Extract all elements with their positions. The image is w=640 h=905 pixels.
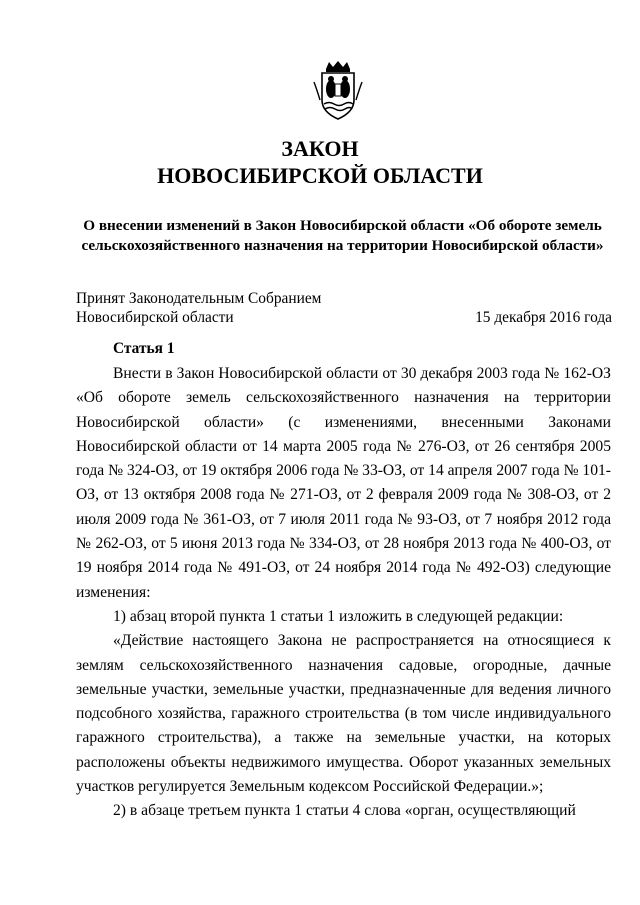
article-heading: Статья 1	[113, 340, 175, 357]
novosibirsk-coat-of-arms-icon	[312, 60, 364, 122]
law-subject-line1: О внесении изменений в Закон Новосибирской области «Об обороте земель	[83, 217, 602, 234]
law-title-line1: ЗАКОН	[281, 136, 359, 161]
adoption-line2: Новосибирской области	[76, 309, 234, 326]
law-title-line2: НОВОСИБИРСКОЙ ОБЛАСТИ	[157, 163, 483, 188]
article-body	[76, 362, 611, 824]
article-paragraph: Внести в Закон Новосибирской области от 30 декабря 2003 года № 162-ОЗ «Об обороте земель сельскохозяйственного назначения на территории Новосибирской области» (с изменениями, внесенными Законами Новосибирской области от 14 марта 2005 года № 276-ОЗ, от 26 сентября 2005 года № 324-ОЗ, от 19 октября 2006 года № 33-ОЗ, от 14 апреля 2007 года № 101-ОЗ, от 13 октября 2008 года № 271-ОЗ, от 2 февраля 2009 года № 308-ОЗ, от 2 июля 2009 года № 361-ОЗ, от 7 июля 2011 года № 93-ОЗ, от 7 ноября 2012 года № 262-ОЗ, от 5 июня 2013 года № 334-ОЗ, от 28 ноября 2013 года № 400-ОЗ, от 19 ноября 2014 года № 491-ОЗ, от 24 ноября 2014 года № 492-ОЗ) следующие изменения:	[76, 365, 611, 601]
law-title	[0, 135, 640, 189]
adoption-line1: Принят Законодательным Собранием	[76, 290, 322, 307]
law-subject-line2: сельскохозяйственного назначения на территории Новосибирской области»	[81, 237, 604, 254]
adoption-info	[76, 289, 626, 327]
law-subject	[60, 216, 625, 256]
article-paragraph: «Действие настоящего Закона не распространяется на относящиеся к землям сельскохозяйственного назначения садовые, огородные, дачные земельные участки, земельные участки, предназначенные для ведения личного подсобного хозяйства, гаражного строительства (в том числе индивидуального гаражного строительства), а также на земельные участки, на которых расположены объекты недвижимого имущества. Оборот указанных земельных участков регулируется Земельным кодексом Российской Федерации.»;	[76, 632, 611, 796]
adoption-date: 15 декабря 2016 года	[475, 309, 612, 326]
article-paragraph: 1) абзац второй пункта 1 статьи 1 изложить в следующей редакции:	[113, 607, 564, 625]
article-paragraph: 2) в абзаце третьем пункта 1 статьи 4 слова «орган, осуществляющий	[113, 802, 576, 820]
